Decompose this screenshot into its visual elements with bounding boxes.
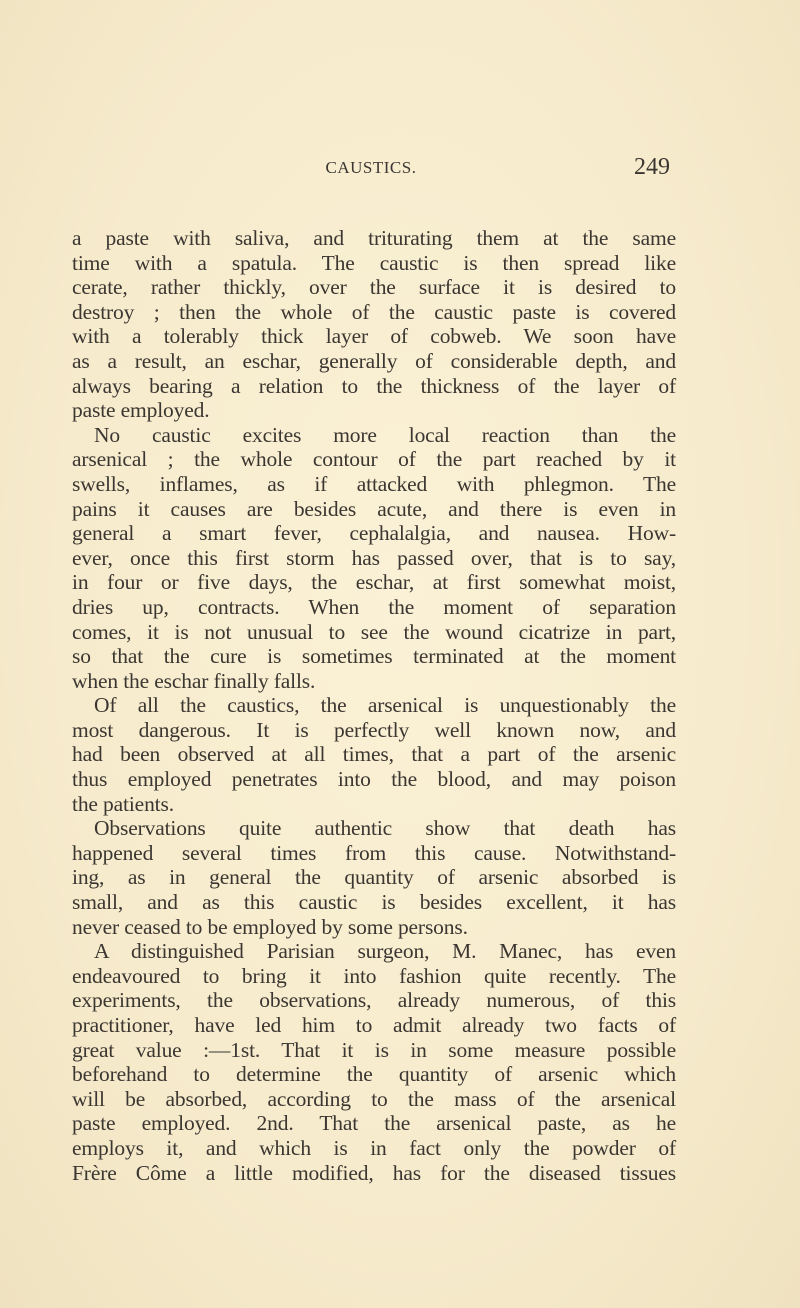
text-line: Observations quite authentic show that death has bbox=[94, 816, 676, 841]
text-line: employs it, and which is in fact only the powder of bbox=[72, 1135, 676, 1160]
text-line: never ceased to be employed by some persons. bbox=[72, 914, 468, 939]
running-title: CAUSTICS. bbox=[325, 158, 417, 177]
text-line: general a smart fever, cephalalgia, and nausea. How- bbox=[72, 521, 676, 546]
text-line: endeavoured to bring it into fashion quite recently. The bbox=[72, 963, 676, 988]
text-line: will be absorbed, according to the mass of the arsenical bbox=[72, 1086, 676, 1111]
text-line: destroy ; then the whole of the caustic paste is covered bbox=[72, 299, 676, 324]
text-line: in four or five days, the eschar, at first somewhat moist, bbox=[72, 570, 676, 595]
text-line: dries up, contracts. When the moment of separation bbox=[72, 594, 676, 619]
text-line: Frère Côme a little modified, has for the diseased tissues bbox=[72, 1160, 676, 1185]
text-line: when the eschar finally falls. bbox=[72, 668, 316, 693]
text-line: with a tolerably thick layer of cobweb. We soon have bbox=[72, 324, 676, 349]
text-line: paste employed. 2nd. That the arsenical paste, as he bbox=[72, 1111, 676, 1136]
page-number: 249 bbox=[634, 154, 670, 180]
text-line: comes, it is not unusual to see the wound cicatrize in part, bbox=[72, 619, 676, 644]
text-line: great value :—1st. That it is in some measure possible bbox=[72, 1037, 676, 1062]
text-line: happened several times from this cause. Notwithstand- bbox=[72, 840, 676, 865]
text-line: A distinguished Parisian surgeon, M. Manec, has even bbox=[94, 939, 676, 964]
text-line: small, and as this caustic is besides excellent, it has bbox=[72, 890, 676, 915]
text-line: paste employed. bbox=[72, 398, 210, 423]
page-header bbox=[72, 154, 670, 182]
text-line: so that the cure is sometimes terminated at the moment bbox=[72, 644, 676, 669]
text-line: thus employed penetrates into the blood, and may poison bbox=[72, 767, 676, 792]
text-line: ing, as in general the quantity of arsenic absorbed is bbox=[72, 865, 676, 890]
text-line: as a result, an eschar, generally of considerable depth, and bbox=[72, 348, 676, 373]
text-line: time with a spatula. The caustic is then spread like bbox=[72, 250, 676, 275]
text-line: arsenical ; the whole contour of the part reached by it bbox=[72, 447, 676, 472]
text-line: cerate, rather thickly, over the surface it is desired to bbox=[72, 275, 676, 300]
text-line: the patients. bbox=[72, 791, 174, 816]
text-line: had been observed at all times, that a part of the arsenic bbox=[72, 742, 676, 767]
body-text bbox=[72, 226, 676, 1185]
text-line: practitioner, have led him to admit already two facts of bbox=[72, 1013, 676, 1037]
text-line: ever, once this first storm has passed over, that is to say, bbox=[72, 545, 676, 570]
text-line: Of all the caustics, the arsenical is unquestionably the bbox=[94, 693, 676, 718]
text-line: always bearing a relation to the thickness of the layer of bbox=[72, 373, 676, 398]
text-line: swells, inflames, as if attacked with phlegmon. The bbox=[72, 471, 676, 496]
text-line: pains it causes are besides acute, and there is even in bbox=[72, 496, 676, 521]
text-line: a paste with saliva, and triturating them at the same bbox=[72, 226, 676, 250]
text-line: beforehand to determine the quantity of arsenic which bbox=[72, 1062, 676, 1087]
text-line: experiments, the observations, already numerous, of this bbox=[72, 988, 676, 1013]
text-line: No caustic excites more local reaction than the bbox=[94, 422, 676, 447]
text-line: most dangerous. It is perfectly well known now, and bbox=[72, 717, 676, 742]
